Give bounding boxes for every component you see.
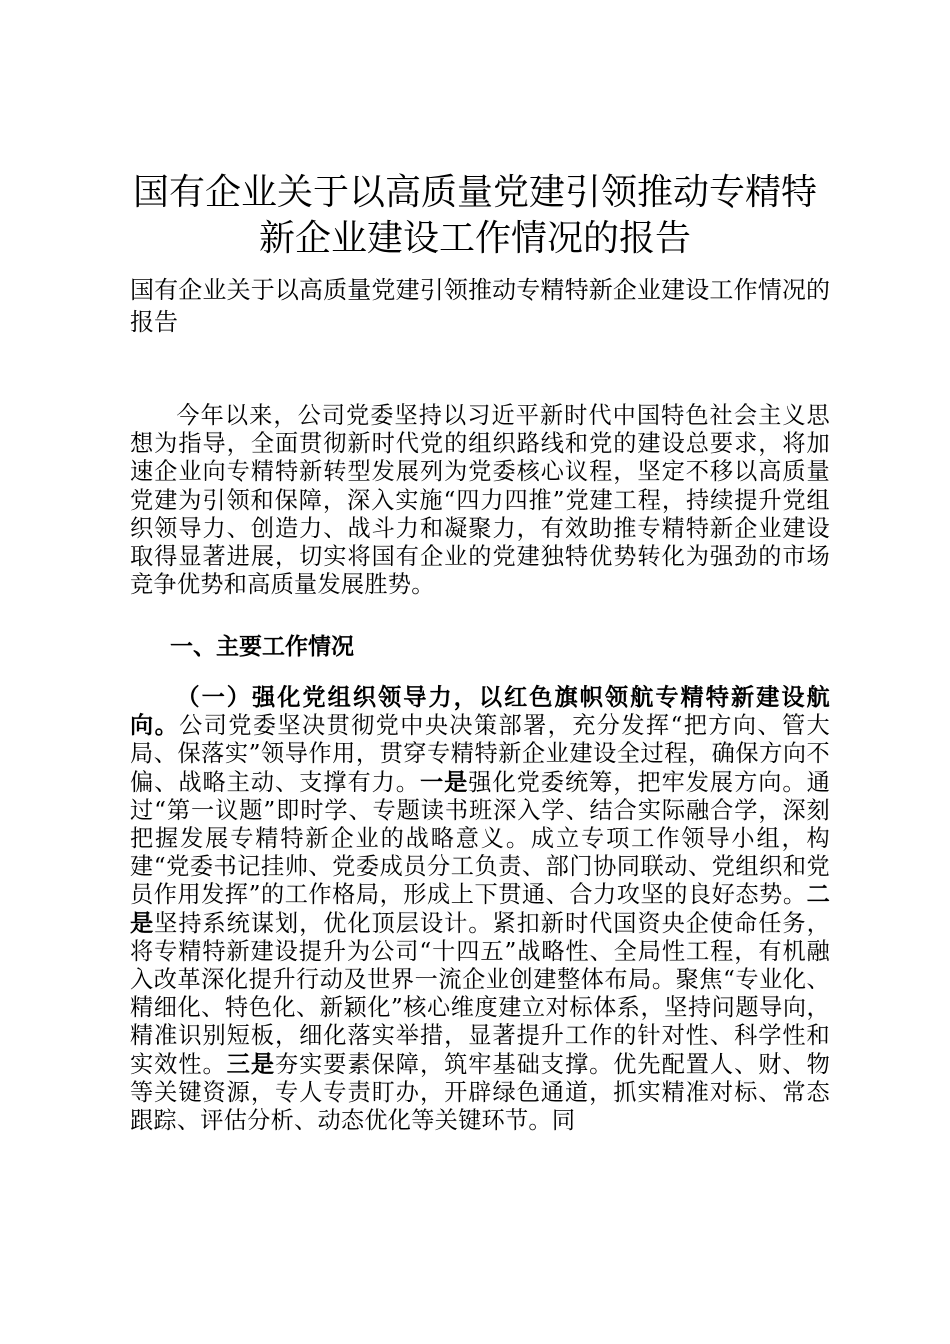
- subsection-paragraph: [130, 684, 830, 1135]
- point-marker-3: 三是: [226, 1050, 275, 1078]
- point-marker-2: 二是: [130, 881, 830, 937]
- point-marker-1: 一是: [419, 768, 469, 796]
- paragraph-text: 强化党委统筹，把牢发展方向。通过“第一议题”即时学、专题读书班深入学、结合实际融合学，深刻把握发展专精特新企业的战略意义。成立专项工作领导小组，构建“党委书记挂帅、党委成员分工负责、部门协同联动、党组织和党员作用发挥”的工作格局，形成上下贯通、合力攻坚的良好态势。: [130, 768, 831, 909]
- paragraph-text: 坚持系统谋划，优化顶层设计。紧扣新时代国资央企使命任务，将专精特新建设提升为公司“十四五”战略性、全局性工程，有机融入改革深化提升行动及世界一流企业创建整体布局。聚焦“专业化、精细化、特色化、新颖化”核心维度建立对标体系，坚持问题导向，精准识别短板，细化落实举措，显著提升工作的针对性、科学性和实效性。: [130, 909, 831, 1078]
- subsection-heading: （一）强化党组织领导力，以红色旗帜领航专精特新建设航向。: [130, 684, 830, 740]
- paragraph-text: 夯实要素保障，筑牢基础支撑。优先配置人、财、物等关键资源，专人专责盯办，开辟绿色通道，抓实精准对标、常态跟踪、评估分析、动态优化等关键环节。同: [130, 1050, 831, 1135]
- intro-paragraph: 今年以来，公司党委坚持以习近平新时代中国特色社会主义思想为指导，全面贯彻新时代党的组织路线和党的建设总要求，将加速企业向专精特新转型发展列为党委核心议程，坚定不移以高质量党建为引领和保障，深入实施“四力四推”党建工程，持续提升党组织领导力、创造力、战斗力和凝聚力，有效助推专精特新企业建设取得显著进展，切实将国有企业的党建独特优势转化为强劲的市场竞争优势和高质量发展胜势。: [130, 402, 830, 599]
- document-subtitle: 国有企业关于以高质量党建引领推动专精特新企业建设工作情况的报告: [130, 276, 830, 336]
- section-heading: 一、主要工作情况: [170, 634, 354, 660]
- paragraph-text: 公司党委坚决贯彻党中央决策部署，充分发挥“把方向、管大局、保落实”领导作用，贯穿专精特新企业建设全过程，确保方向不偏、战略主动、支撑有力。: [130, 712, 830, 796]
- document-title: 国有企业关于以高质量党建引领推动专精特新企业建设工作情况的报告: [132, 172, 817, 259]
